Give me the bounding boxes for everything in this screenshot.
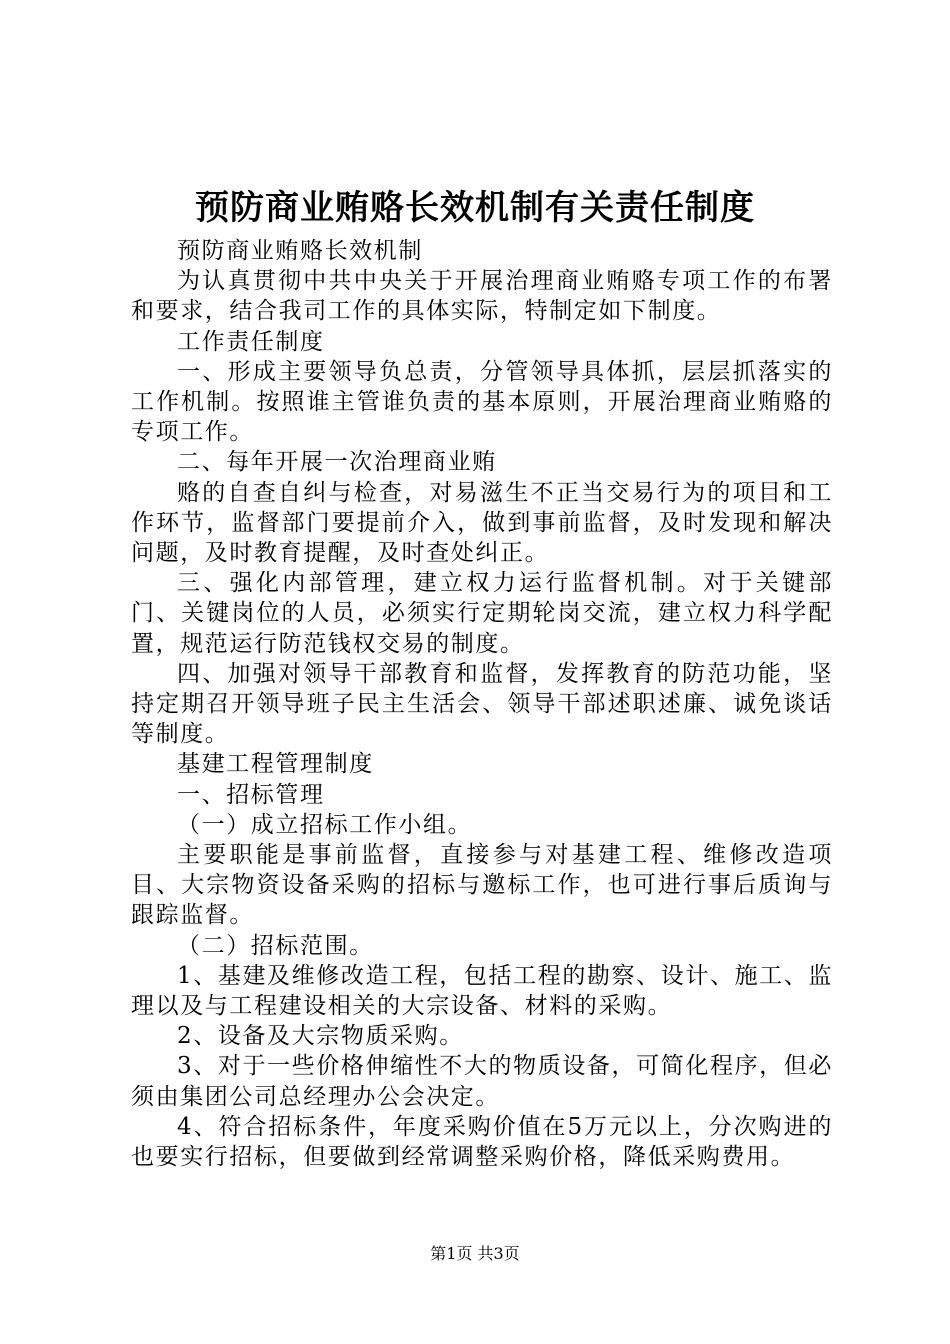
- paragraph: 3、对于一些价格伸缩性不大的物质设备，可简化程序，但必须由集团公司总经理办公会决定。: [131, 1053, 833, 1110]
- paragraph: 为认真贯彻中共中央关于开展治理商业贿赂专项工作的布署和要求，结合我司工作的具体实际，特制定如下制度。: [131, 268, 833, 325]
- section-heading: 工作责任制度: [177, 328, 325, 355]
- paragraph: 赂的自查自纠与检查，对易滋生不正当交易行为的项目和工作环节，监督部门要提前介入，做到事前监督，及时发现和解决问题，及时教育提醒，及时查处纠正。: [131, 479, 833, 567]
- document-title: 预防商业贿赂长效机制有关责任制度: [195, 188, 755, 228]
- paragraph: 4、符合招标条件，年度采购价值在5万元以上，分次购进的也要实行招标，但要做到经常调整采购价格，降低采购费用。: [131, 1113, 833, 1171]
- paragraph: 一、招标管理: [177, 781, 325, 808]
- paragraph: （一）成立招标工作小组。: [177, 811, 473, 838]
- paragraph: 二、每年开展一次治理商业贿: [177, 449, 497, 476]
- paragraph: 1、基建及维修改造工程，包括工程的勘察、设计、施工、监理以及与工程建设相关的大宗设备、材料的采购。: [131, 962, 833, 1020]
- paragraph: （二）招标范围。: [177, 932, 374, 959]
- paragraph: 预防商业贿赂长效机制: [177, 238, 423, 264]
- section-heading: 基建工程管理制度: [177, 751, 374, 778]
- paragraph: 主要职能是事前监督，直接参与对基建工程、维修改造项目、大宗物资设备采购的招标与邀标工作，也可进行事后质询与跟踪监督。: [131, 842, 833, 929]
- paragraph: 一、形成主要领导负总责，分管领导具体抓，层层抓落实的工作机制。按照谁主管谁负责的基本原则，开展治理商业贿赂的专项工作。: [131, 358, 833, 446]
- page-footer: 第1页 共3页: [430, 1244, 520, 1263]
- paragraph: 四、加强对领导干部教育和监督，发挥教育的防范功能，坚持定期召开领导班子民主生活会、领导干部述职述廉、诚免谈话等制度。: [131, 660, 833, 748]
- paragraph: 2、设备及大宗物质采购。: [177, 1023, 464, 1050]
- document-body: [131, 236, 833, 1172]
- paragraph: 三、强化内部管理，建立权力运行监督机制。对于关键部门、关键岗位的人员，必须实行定期轮岗交流，建立权力科学配置，规范运行防范钱权交易的制度。: [131, 570, 833, 657]
